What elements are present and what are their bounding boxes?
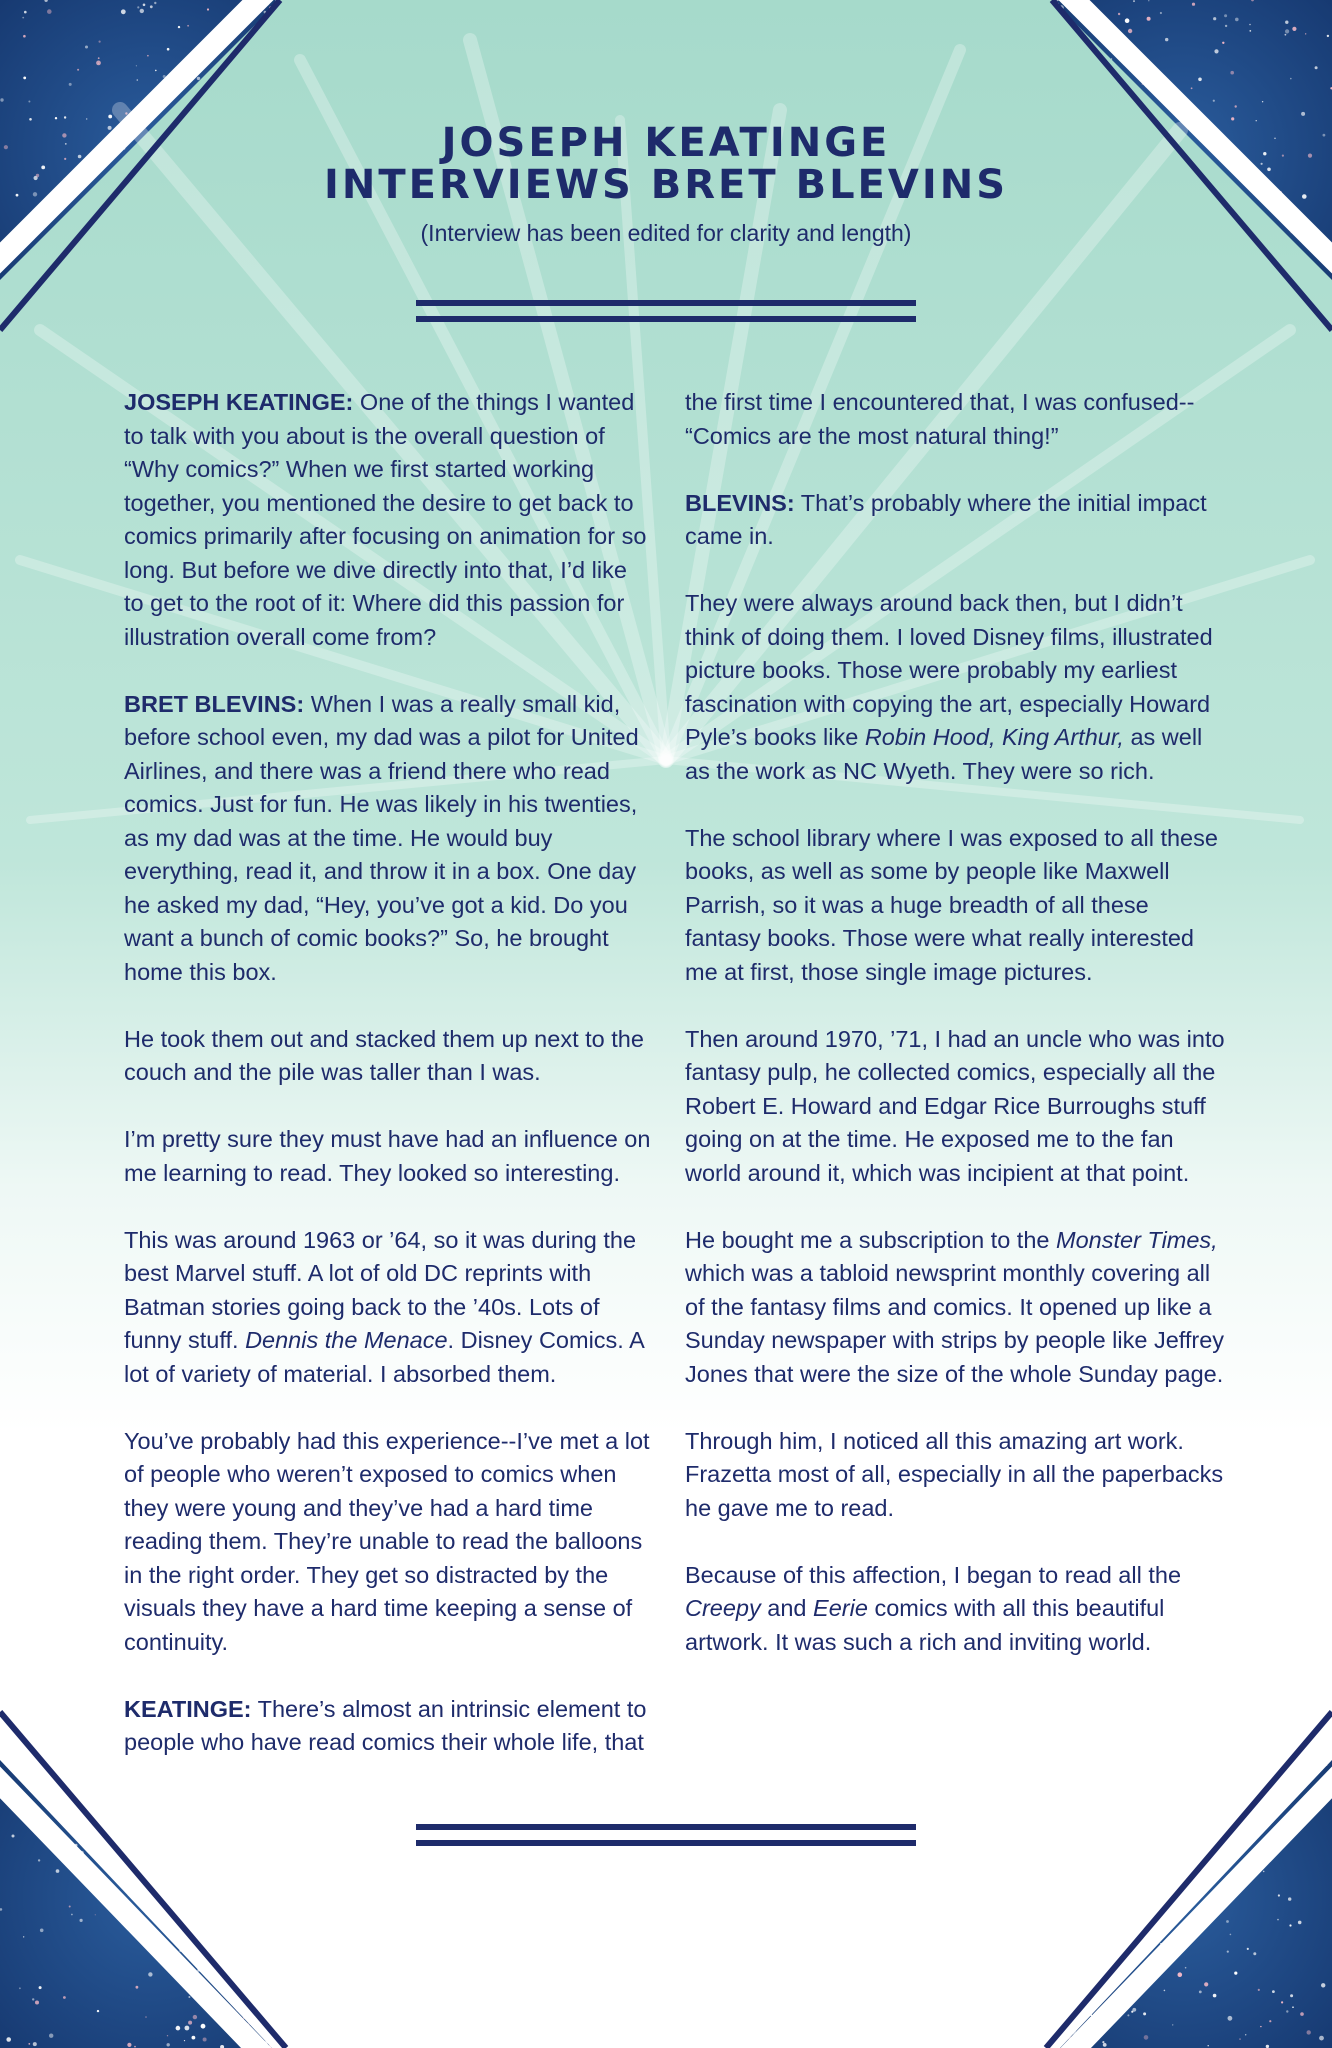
star <box>207 8 209 10</box>
star <box>1234 1972 1237 1975</box>
star <box>1213 100 1215 102</box>
star <box>38 1859 40 1861</box>
paragraph <box>124 1224 652 1392</box>
star <box>1235 105 1237 107</box>
star <box>1125 18 1130 23</box>
star <box>127 2043 131 2047</box>
star <box>1285 34 1287 36</box>
star <box>1185 1967 1187 1969</box>
star <box>136 1986 139 1989</box>
star <box>85 46 88 49</box>
star <box>167 48 170 51</box>
star <box>137 79 139 81</box>
star <box>1286 2010 1288 2012</box>
star <box>19 1987 21 1989</box>
paragraph-text: and <box>760 1595 814 1621</box>
star <box>1245 2034 1246 2035</box>
star <box>23 35 26 38</box>
star <box>1198 78 1202 82</box>
star <box>1226 1920 1229 1923</box>
star <box>150 5 153 8</box>
star <box>1143 2012 1146 2015</box>
paragraph-text: One of the things I wanted to talk with you about is the overall question of “Why comics?” When we first started working together, you mentioned the desire to get back to comics primarily after focusing on animation for so long. But before we dive directly into that, I’d like to get to the root of it: Where did this passion for illustration overall come from? <box>124 389 647 650</box>
star <box>1225 25 1227 27</box>
bottom-rule-lower <box>416 1840 916 1846</box>
paragraph: the first time I encountered that, I was confused-- “Comics are the most natural thing!” <box>685 389 1195 449</box>
star <box>1172 2024 1173 2025</box>
star <box>193 2015 197 2019</box>
paragraph-text: This was around 1963 or ’64, so it was during the best Marvel stuff. A lot of old DC reprints with Batman stories going back to the ’40s. Lots of funny stuff. <box>124 1226 637 1353</box>
star <box>6 2037 11 2042</box>
star <box>1235 18 1239 22</box>
star <box>28 2043 30 2045</box>
star <box>28 101 30 103</box>
star <box>167 2043 170 2046</box>
star <box>1307 2030 1311 2034</box>
star <box>22 17 24 19</box>
star <box>1199 1991 1202 1994</box>
star <box>1103 2043 1107 2047</box>
star <box>1319 2036 1324 2041</box>
star <box>1247 1948 1249 1950</box>
paragraph-text: which was a tabloid newsprint monthly covering all of the fantasy films and comics. It opened up like a Sunday newspaper with strips by people like Jeffrey Jones that were the size of the whole Sunday page. <box>685 1260 1225 1387</box>
star <box>1315 66 1318 69</box>
paragraph <box>685 1559 1225 1660</box>
star <box>1305 33 1306 34</box>
star <box>203 2038 207 2042</box>
star <box>1227 1951 1229 1953</box>
star <box>1228 2016 1233 2021</box>
star <box>154 2 156 4</box>
star <box>147 55 149 57</box>
star <box>1300 2012 1304 2016</box>
star <box>1214 49 1218 53</box>
star <box>137 6 139 8</box>
star <box>63 1996 66 1999</box>
star <box>12 1835 15 1838</box>
star <box>1298 1921 1302 1925</box>
star <box>178 26 180 28</box>
paragraph-text: . Disney Comics. A lot of variety of material. I absorbed them. <box>124 1327 644 1387</box>
paragraph: You’ve probably had this experience--I’ve met a lot of people who weren’t exposed to comics when they were young and they’ve had a hard time reading them. They’re unable to read the balloons in the right order. They get so distracted by the visuals they have a hard time keeping a sense of continuity. <box>124 1427 650 1655</box>
star <box>99 41 101 43</box>
star <box>1292 27 1296 31</box>
star <box>33 2042 37 2046</box>
star <box>185 2026 190 2031</box>
star <box>69 83 72 86</box>
star <box>1102 2041 1104 2043</box>
paragraph <box>124 1693 652 1760</box>
title-line-1: JOSEPH KEATINGE <box>441 120 891 166</box>
paragraph: I’m pretty sure they must have had an influence on me learning to read. They looked so interesting. <box>124 1126 651 1186</box>
star <box>98 57 100 59</box>
star <box>1258 1989 1260 1991</box>
star <box>1128 29 1132 33</box>
top-rule-lower <box>416 316 916 322</box>
star <box>32 1998 34 2000</box>
star <box>136 65 137 66</box>
star <box>1290 78 1292 80</box>
star <box>1301 112 1305 116</box>
star <box>1269 2020 1271 2022</box>
star <box>1127 2014 1129 2016</box>
paragraph: The school library where I was exposed to all these books, as well as some by people like Maxwell Parrish, so it was a huge breadth of all these fantasy books. Those were what really interested me at first, those single image pictures. <box>685 824 1218 985</box>
star <box>197 77 200 80</box>
star <box>97 2010 99 2012</box>
speaker-label: BRET BLEVINS: <box>124 690 305 717</box>
star <box>1288 1897 1291 1900</box>
left-column <box>124 386 652 1793</box>
star <box>1278 1894 1280 1896</box>
star <box>1118 13 1120 15</box>
star <box>1272 1990 1275 1993</box>
star <box>140 9 144 13</box>
star <box>192 2036 196 2040</box>
star <box>1260 2026 1261 2027</box>
star <box>69 1906 71 1908</box>
star <box>1147 17 1151 21</box>
star <box>71 1914 73 1916</box>
star <box>1213 1994 1217 1998</box>
star <box>176 2026 181 2031</box>
star <box>201 2024 206 2029</box>
paragraph <box>685 1224 1225 1392</box>
paragraph: Through him, I noticed all this amazing art work. Frazetta most of all, especially in all the paperbacks he gave me to read. <box>685 1427 1224 1521</box>
paragraph-text: When I was a really small kid, before school even, my dad was a pilot for United Airlines, and there was a friend there who read comics. Just for fun. He was likely in his twenties, as my dad was at the time. He would buy everything, read it, and throw it in a box. One day he asked my dad, “Hey, you’ve got a kid. Do you want a bunch of comic books?” So, he brought home this box. <box>124 690 639 985</box>
paragraph-text: That’s probably where the initial impact came in. <box>685 489 1207 549</box>
star <box>187 25 189 27</box>
paragraph-text: comics with all this beautiful artwork. It was such a rich and inviting world. <box>685 1595 1165 1655</box>
star <box>1239 2038 1240 2039</box>
star <box>145 2016 147 2018</box>
star <box>188 2021 192 2025</box>
star <box>148 1972 152 1976</box>
star <box>40 1929 44 1933</box>
paragraph <box>124 386 652 654</box>
star <box>1230 1934 1232 1936</box>
star <box>0 98 3 101</box>
star <box>1230 71 1234 75</box>
star <box>1133 0 1135 2</box>
star <box>1131 2011 1133 2013</box>
paragraph: Then around 1970, ’71, I had an uncle who was into fantasy pulp, he collected comics, especially all the Robert E. Howard and Edgar Rice Burroughs stuff going on at the time. He exposed me to the fan world around it, which was incipient at that point. <box>685 1025 1225 1186</box>
star <box>24 11 27 14</box>
title-italic: Robin Hood, King Arthur, <box>864 724 1124 750</box>
star <box>143 4 146 7</box>
star <box>1289 1924 1291 1926</box>
star <box>77 69 79 71</box>
star <box>1321 1983 1325 1987</box>
paragraph <box>685 487 1225 554</box>
star <box>1290 1994 1293 1997</box>
paragraph <box>124 688 652 990</box>
star <box>80 1919 83 1922</box>
paragraph-text: There’s almost an intrinsic element to people who have read comics their whole life, that <box>124 1695 647 1755</box>
star <box>1213 17 1216 20</box>
star <box>35 2001 39 2005</box>
star <box>23 1936 24 1937</box>
right-column <box>685 386 1225 1693</box>
subtitle: (Interview has been edited for clarity and length) <box>420 220 912 246</box>
star <box>1292 2006 1294 2008</box>
star <box>1164 1990 1166 1992</box>
star <box>1249 30 1251 32</box>
title-italic: Creepy <box>685 1595 761 1621</box>
star <box>56 1869 60 1873</box>
title-italic: Eerie <box>813 1595 868 1621</box>
star <box>134 2046 136 2048</box>
top-rule-upper <box>416 300 916 306</box>
star <box>1327 35 1329 37</box>
star <box>1262 101 1263 102</box>
star <box>1204 1982 1208 1986</box>
title-italic: Monster Times, <box>1056 1226 1218 1253</box>
star <box>1285 29 1289 33</box>
speaker-label: JOSEPH KEATINGE: <box>124 389 354 415</box>
star <box>1277 1919 1279 1921</box>
star <box>64 116 66 118</box>
paragraph: He took them out and stacked them up next to the couch and the pile was taller than I was. <box>124 1025 644 1085</box>
star <box>1148 0 1149 1</box>
star <box>1224 14 1227 17</box>
star <box>95 1914 96 1915</box>
star <box>1144 2035 1149 2040</box>
star <box>121 9 126 14</box>
star <box>155 70 157 72</box>
star <box>1160 12 1162 14</box>
star <box>184 2040 185 2041</box>
star <box>47 9 52 14</box>
star <box>49 2034 53 2038</box>
star <box>1249 24 1251 26</box>
star <box>1253 1952 1256 1955</box>
title-line-2: INTERVIEWS BRET BLEVINS <box>323 162 1009 208</box>
star <box>188 1996 190 1998</box>
bottom-rule-upper <box>416 1824 916 1830</box>
title-italic: Dennis the Menace <box>245 1327 448 1353</box>
star <box>1191 87 1193 89</box>
star <box>1281 2001 1283 2003</box>
star <box>1263 1871 1265 1873</box>
paragraph-text: Because of this affection, I began to read all the <box>685 1561 1182 1588</box>
star <box>1208 2045 1209 2046</box>
star <box>1165 38 1168 41</box>
paragraph-text: as well as the work as NC Wyeth. They were so rich. <box>685 724 1203 784</box>
star <box>1285 21 1288 24</box>
star <box>23 77 26 80</box>
star <box>96 61 101 66</box>
star <box>1222 42 1224 44</box>
paragraph-text: He bought me a subscription to the <box>685 1226 1056 1253</box>
star <box>1178 1972 1183 1977</box>
star <box>108 115 112 119</box>
paragraph <box>685 587 1225 788</box>
star <box>1192 3 1195 6</box>
paragraph-text: They were always around back then, but I didn’t think of doing them. I loved Disney films, illustrated picture books. Those were probably my earliest fascination with copying the art, especially Howard Pyle’s books like <box>685 590 1213 750</box>
star <box>167 2035 168 2036</box>
speaker-label: BLEVINS: <box>685 489 795 516</box>
speaker-label: KEATINGE: <box>124 1695 252 1722</box>
star <box>39 1986 42 1989</box>
